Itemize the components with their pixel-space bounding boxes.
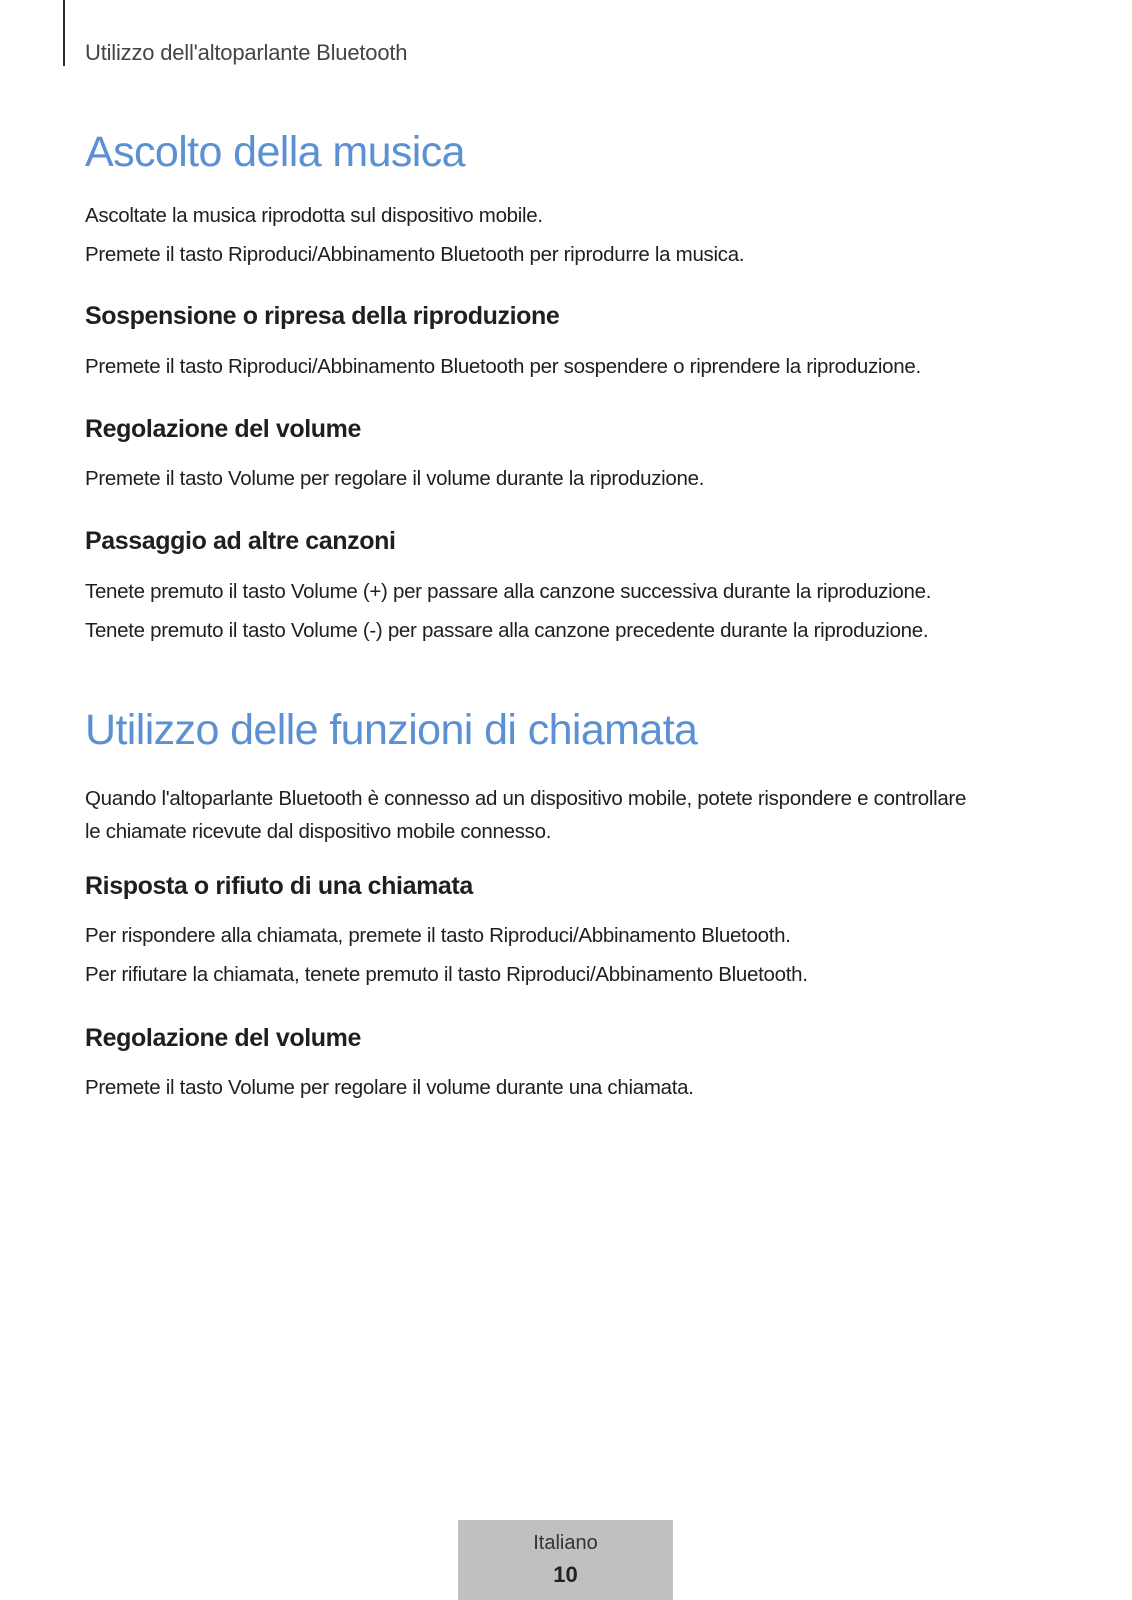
volume-call-text: Premete il tasto Volume per regolare il volume durante una chiamata. (85, 1076, 694, 1099)
subheading-skip-songs: Passaggio ad altre canzoni (85, 527, 396, 555)
subheading-volume-playback: Regolazione del volume (85, 415, 361, 443)
volume-playback-text: Premete il tasto Volume per regolare il volume durante la riproduzione. (85, 467, 705, 490)
subheading-pause-resume: Sospensione o ripresa della riproduzione (85, 302, 560, 330)
skip-next-text: Tenete premuto il tasto Volume (+) per passare alla canzone successiva durante la riproduzione. (85, 580, 932, 603)
section-title-music: Ascolto della musica (85, 128, 465, 176)
section-title-calls: Utilizzo delle funzioni di chiamata (85, 706, 698, 754)
page-number: 10 (553, 1562, 578, 1587)
running-header: Utilizzo dell'altoparlante Bluetooth (85, 40, 408, 65)
reject-call-text: Per rifiutare la chiamata, tenete premuto il tasto Riproduci/Abbinamento Bluetooth. (85, 963, 808, 986)
header-rule (63, 0, 65, 66)
answer-call-text: Per rispondere alla chiamata, premete il tasto Riproduci/Abbinamento Bluetooth. (85, 924, 791, 947)
footer-language: Italiano (533, 1532, 598, 1554)
page-footer-box (458, 1520, 673, 1600)
pause-resume-text: Premete il tasto Riproduci/Abbinamento Bluetooth per sospendere o riprendere la riproduzione. (85, 355, 921, 378)
music-intro-1: Ascoltate la musica riprodotta sul dispositivo mobile. (85, 204, 543, 227)
music-intro-2: Premete il tasto Riproduci/Abbinamento Bluetooth per riprodurre la musica. (85, 243, 745, 266)
skip-previous-text: Tenete premuto il tasto Volume (-) per passare alla canzone precedente durante la riproduzione. (85, 619, 929, 642)
calls-intro: Quando l'altoparlante Bluetooth è connesso ad un dispositivo mobile, potete rispondere e controllare le chiamate ricevute dal dispositivo mobile connesso. (85, 787, 967, 843)
subheading-volume-call: Regolazione del volume (85, 1024, 361, 1052)
subheading-answer-reject: Risposta o rifiuto di una chiamata (85, 872, 473, 900)
